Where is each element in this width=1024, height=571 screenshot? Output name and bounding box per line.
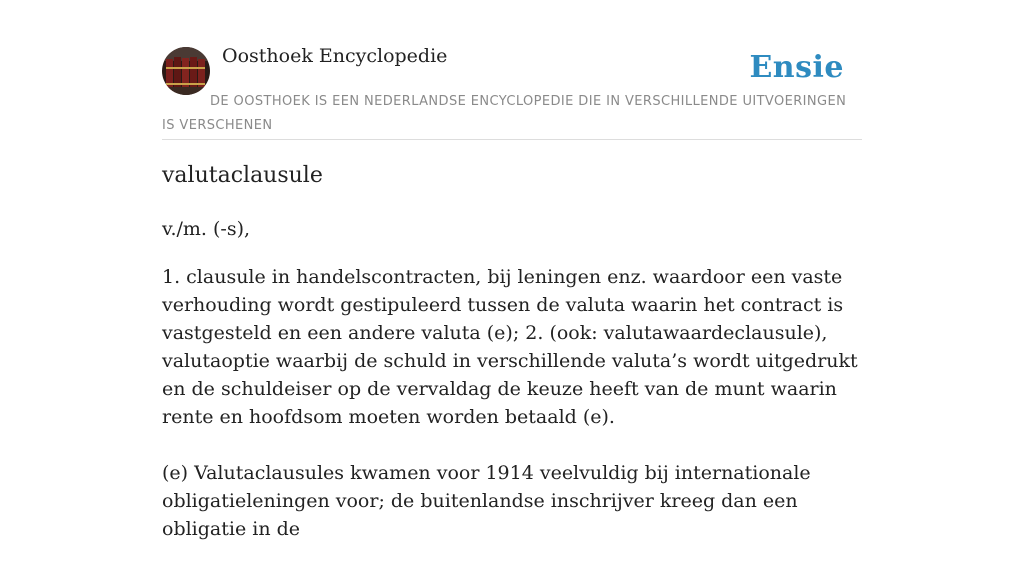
entry-paragraph: (e) Valutaclausules kwamen voor 1914 veelvuldig bij internationale obligatieleningen voor; de buitenlandse inschrijver kreeg dan een obligatie in de <box>162 462 811 540</box>
entry-grammar: v./m. (-s), <box>162 218 251 240</box>
entry-paragraph: 1. clausule in handelscontracten, bij leningen enz. waardoor een vaste verhouding wordt gestipuleerd tussen de valuta waarin het contract is vastgesteld en een andere valuta (e); 2. (ook: valutawaardeclausule), valutaoptie waarbij de schuld in verschillende valuta’s wordt uitgedrukt en de schuldeiser op de vervaldag de keuze heeft van de munt waarin rente en hoofdsom moeten worden betaald (e). <box>162 266 858 428</box>
entry-title: valutaclausule <box>162 163 323 188</box>
brand-logo-text[interactable]: Ensie <box>749 50 844 85</box>
header-divider <box>162 139 862 140</box>
site-tagline: DE OOSTHOEK IS EEN NEDERLANDSE ENCYCLOPEDIE DIE IN VERSCHILLENDE UITVOERINGEN IS VERSCHENEN <box>162 94 847 133</box>
encyclopedia-books-icon[interactable] <box>162 47 210 95</box>
site-title[interactable]: Oosthoek Encyclopedie <box>222 45 448 67</box>
entry-body <box>162 263 862 571</box>
